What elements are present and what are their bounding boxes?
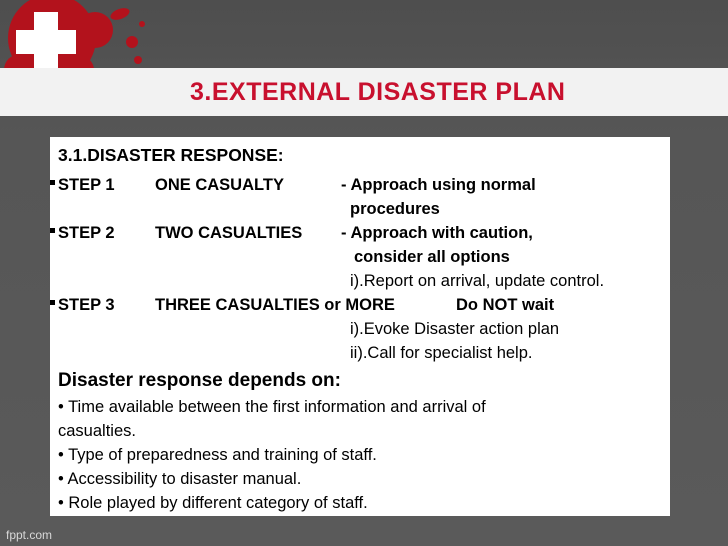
section-heading: 3.1.DISASTER RESPONSE: (58, 145, 284, 165)
step-detail: i).Report on arrival, update control. (350, 272, 605, 290)
square-bullet-icon (50, 180, 55, 185)
step-action: Do NOT wait (456, 296, 555, 314)
step-detail: ii).Call for specialist help. (350, 344, 533, 362)
step-casualties: ONE CASUALTY (155, 176, 284, 194)
slide-title: 3.EXTERNAL DISASTER PLAN (190, 78, 566, 106)
list-item: • Accessibility to disaster manual. (58, 470, 302, 488)
bullet-dot-icon: • (58, 470, 68, 488)
content-panel (50, 137, 670, 516)
list-item-continuation: casualties. (58, 422, 136, 440)
step-label: STEP 3 (58, 296, 115, 314)
step-action: - Approach with caution, (341, 224, 533, 242)
list-item: • Type of preparedness and training of staff. (58, 446, 377, 464)
bullet-dot-icon: • (58, 494, 69, 512)
step-action: consider all options (354, 248, 510, 266)
list-item: • Role played by different category of staff. (58, 494, 368, 512)
step-casualties: THREE CASUALTIES or MORE (155, 296, 395, 314)
step-row (50, 223, 115, 243)
bullet-dot-icon: • (58, 398, 69, 416)
step-action: - Approach using normal (341, 176, 536, 194)
step-detail: i).Evoke Disaster action plan (350, 320, 560, 338)
step-row (50, 295, 115, 315)
bullet-dot-icon: • (58, 446, 69, 464)
square-bullet-icon (50, 300, 55, 305)
step-row (50, 175, 115, 195)
step-label: STEP 2 (58, 224, 115, 242)
step-action: procedures (350, 200, 440, 218)
depends-heading: Disaster response depends on: (58, 370, 341, 391)
step-casualties: TWO CASUALTIES (155, 224, 303, 242)
footer-watermark: fppt.com (6, 528, 53, 542)
square-bullet-icon (50, 228, 55, 233)
list-item: • Time available between the first information and arrival of (58, 398, 486, 416)
step-label: STEP 1 (58, 176, 115, 194)
